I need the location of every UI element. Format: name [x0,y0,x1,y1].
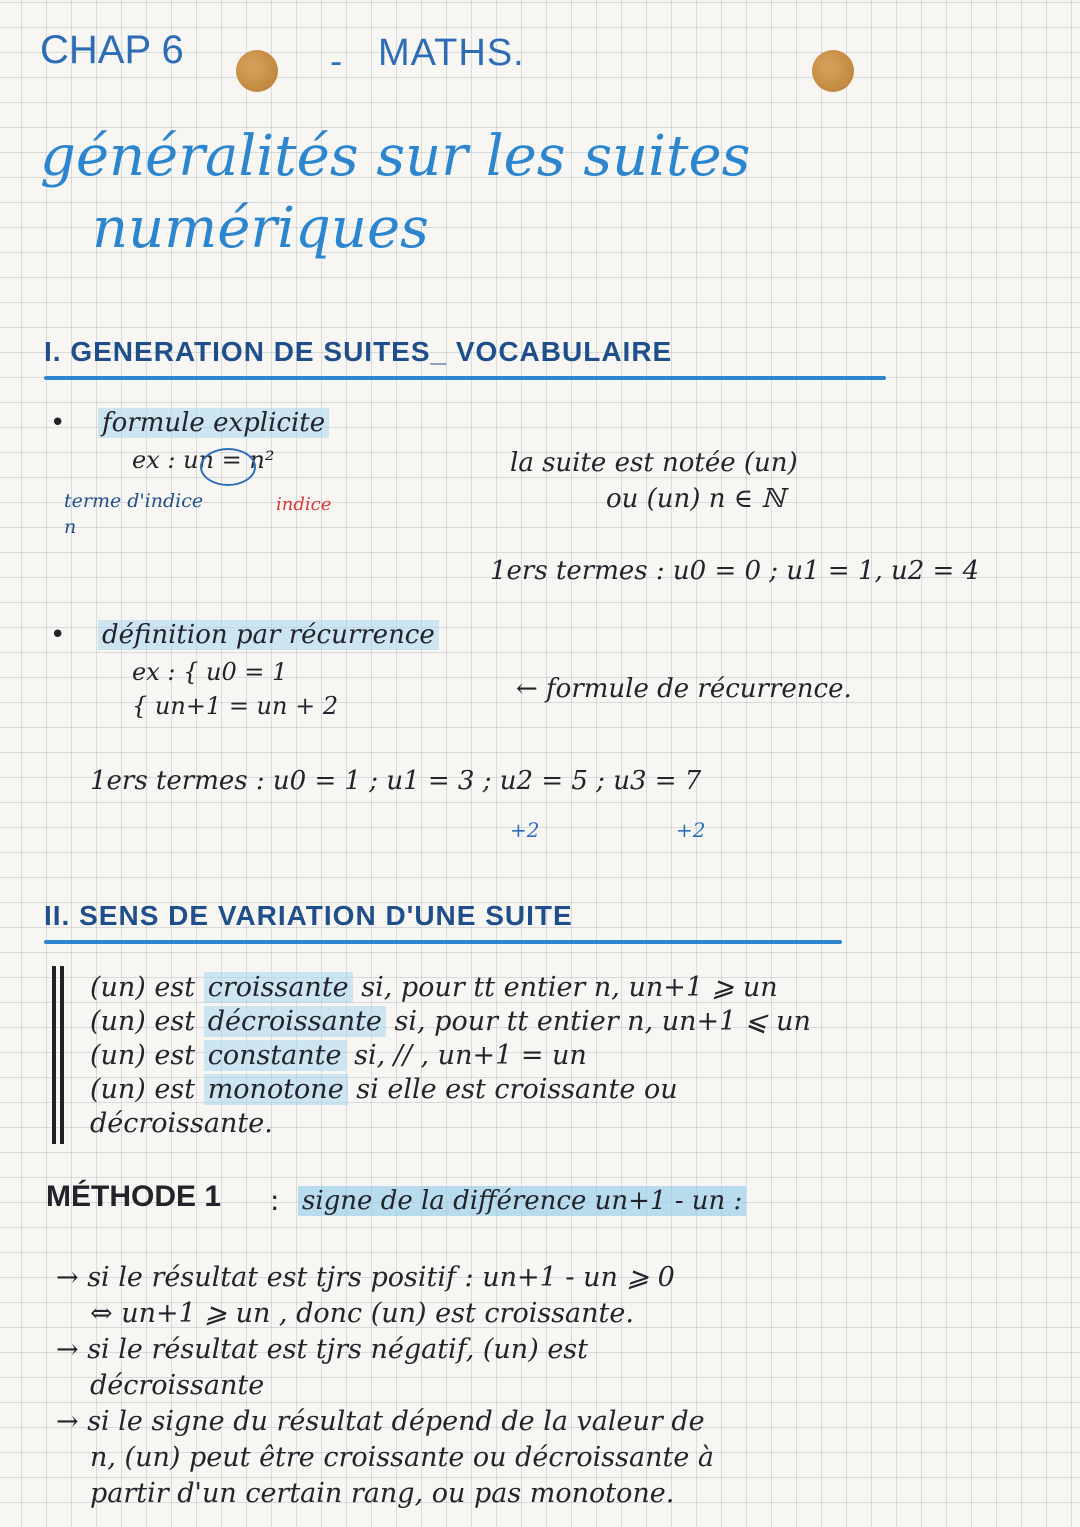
header-dash: - [330,42,343,82]
recurrence-first-terms: 1ers termes : u0 = 1 ; u1 = 3 ; u2 = 5 ; u3 = 7 [90,766,702,796]
step-label-2: +2 [676,818,706,842]
recurrence-example-line2: { un+1 = un + 2 [132,692,339,720]
section1-heading: I. GENERATION DE SUITES_ VOCABULAIRE [44,336,673,367]
definition-continuation: décroissante. [90,1108,273,1139]
term-note: terme d'indice n [64,490,204,538]
bullet-dot: • [50,620,66,650]
method-colon: : [270,1184,280,1217]
method-item-3-line3: partir d'un certain rang, ou pas monotone. [90,1478,675,1509]
definition-bar [52,966,56,1144]
binder-hole-right [812,50,854,92]
method-description: signe de la différence un+1 - un : [298,1186,746,1216]
step-label-1: +2 [510,818,540,842]
definition-monotone: (un) est monotone si elle est croissante ou [90,1074,678,1105]
method-item-2-line1: → si le résultat est tjrs négatif, (un) est [56,1334,588,1365]
method-item-1-line2: ⇔ un+1 ⩾ un , donc (un) est croissante. [90,1298,634,1329]
explicit-first-terms: 1ers termes : u0 = 0 ; u1 = 1, u2 = 4 [490,556,980,586]
method-label: MÉTHODE 1 [46,1180,222,1213]
explicit-formula-label: formule explicite [98,408,329,438]
definition-decroissante: (un) est décroissante si, pour tt entier n, un+1 ⩽ un [90,1006,811,1037]
section1-underline [44,376,886,380]
page-title-line1: généralités sur les suites [40,124,751,189]
recurrence-example-line1: ex : { u0 = 1 [132,658,288,686]
bullet-dot: • [50,408,66,438]
binder-hole-left [236,50,278,92]
explicit-example: ex : un = n² [132,446,275,474]
recurrence-formula-note: ← formule de récurrence. [516,674,852,704]
circle-annotation [200,448,256,486]
method-item-2-line2: décroissante [90,1370,265,1401]
subject-label: MATHS. [378,32,525,74]
chapter-label: CHAP 6 [40,28,184,72]
method-item-1-line1: → si le résultat est tjrs positif : un+1 - un ⩾ 0 [56,1262,675,1293]
method-item-3-line2: n, (un) peut être croissante ou décroissante à [90,1442,715,1473]
section2-heading: II. SENS DE VARIATION D'UNE SUITE [44,900,573,931]
section2-underline [44,940,842,944]
page-title-line2: numériques [92,196,429,261]
notation-line1: la suite est notée (un) [510,448,798,478]
method-item-3-line1: → si le signe du résultat dépend de la valeur de [56,1406,705,1437]
definition-constante: (un) est constante si, // , un+1 = un [90,1040,587,1071]
notation-line2: ou (un) n ∈ ℕ [606,484,785,514]
definition-croissante: (un) est croissante si, pour tt entier n, un+1 ⩾ un [90,972,778,1003]
index-note: indice [276,494,332,515]
definition-bar [60,966,64,1144]
recurrence-label: définition par récurrence [98,620,439,650]
